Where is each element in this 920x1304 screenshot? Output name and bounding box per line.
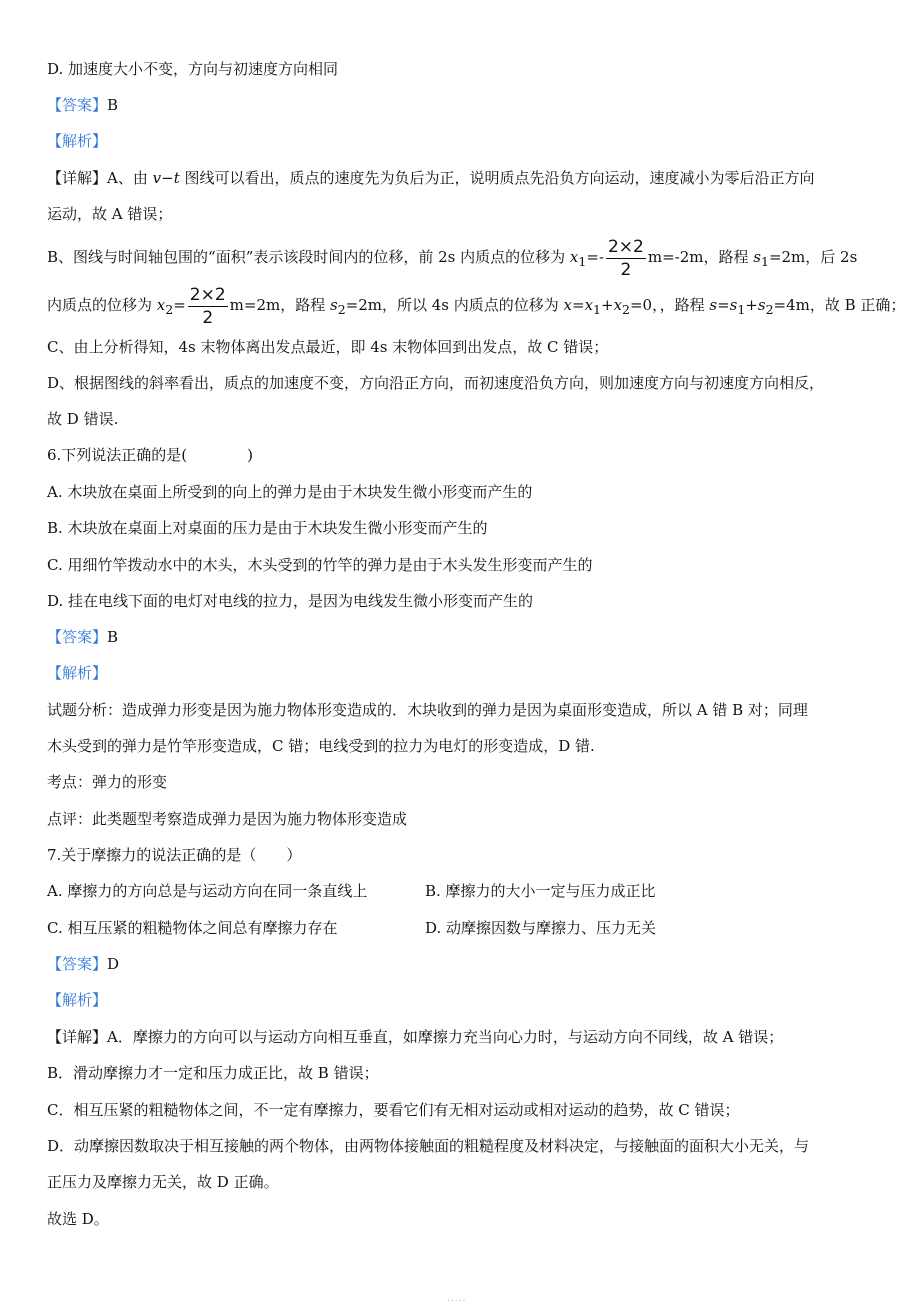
text: =4m，故 B 正确；	[773, 296, 906, 314]
subscript: 1	[593, 302, 601, 317]
subscript: 2	[622, 302, 630, 317]
var-x: x	[569, 248, 579, 266]
q5-detail-line-2: 运动，故 A 错误；	[47, 205, 173, 223]
q5-option-d: D. 加速度大小不变，方向与初速度方向相同	[47, 60, 339, 78]
formula: +x	[601, 296, 623, 314]
q7-detail-line-1	[47, 1027, 783, 1047]
q5-detail-line-7: 故 D 错误.	[47, 410, 119, 428]
var-s: s	[753, 248, 761, 266]
text: −	[161, 169, 174, 187]
fraction	[188, 284, 228, 329]
answer-value: B	[107, 96, 119, 114]
formula: x=x	[563, 296, 594, 314]
text: =2m，所以 4s 内质点的位移为	[345, 296, 564, 314]
text: B、图线与时间轴包围的“面积”表示该段时间内的位移，前 2s 内质点的位移为	[47, 248, 570, 266]
fraction-numerator: 2×2	[607, 236, 644, 257]
q6-analysis-line-2: 木头受到的弹力是竹竿形变造成，C 错；电线受到的拉力为电灯的形变造成，D 错.	[47, 737, 595, 755]
q7-answer	[47, 954, 119, 974]
var-s: s	[330, 296, 338, 314]
subscript: 1	[760, 254, 769, 269]
subscript: 2	[165, 302, 174, 317]
q5-detail-line-6: D、根据图线的斜率看出，质点的加速度不变，方向沿正方向，而初速度沿负方向，则加速度方向与初速度方向相反，	[47, 374, 825, 392]
q7-option-d: D. 动摩擦因数与摩擦力、压力无关	[425, 919, 657, 937]
subscript: 2	[337, 302, 346, 317]
q7-detail-line-4: D．动摩擦因数取决于相互接触的两个物体，由两物体接触面的粗糙程度及材料决定，与接触面的面积大小无关，与	[47, 1137, 810, 1155]
q6-stem: 6.下列说法正确的是( )	[47, 446, 254, 464]
answer-value: D	[107, 955, 120, 973]
q7-detail-line-3: C．相互压紧的粗糙物体之间，不一定有摩擦力，要看它们有无相对运动或相对运动的趋势，故 C 错误；	[47, 1101, 740, 1119]
var-t: t	[173, 169, 180, 187]
detail-tag: 【详解】	[47, 169, 108, 187]
detail-tag: 【详解】	[47, 1028, 108, 1046]
fraction-denominator: 2	[620, 259, 632, 280]
answer-tag: 【答案】	[47, 628, 108, 646]
q6-option-c: C. 用细竹竿拨动水中的木头，木头受到的竹竿的弹力是由于木头发生形变而产生的	[47, 556, 593, 574]
q6-option-b: B. 木块放在桌面上对桌面的压力是由于木块发生微小形变而产生的	[47, 519, 488, 537]
q7-option-a: A. 摩擦力的方向总是与运动方向在同一条直线上	[47, 882, 368, 900]
text: 图线可以看出，质点的速度先为负后为正，说明质点先沿负方向运动，速度减小为零后沿正方向	[179, 169, 815, 187]
var-v: v	[152, 169, 162, 187]
q7-option-c: C. 相互压紧的粗糙物体之间总有摩擦力存在	[47, 919, 338, 937]
q5-answer	[47, 95, 118, 115]
text: A．摩擦力的方向可以与运动方向相互垂直，如摩擦力充当向心力时，与运动方向不同线，故 A 错误；	[107, 1028, 784, 1046]
text: =2m，后 2s	[768, 248, 858, 266]
q7-option-b: B. 摩擦力的大小一定与压力成正比	[425, 882, 656, 900]
q6-analysis-line-1: 试题分析：造成弹力形变是因为施力物体形变造成的．木块收到的弹力是因为桌面形变造成，所以 A 错 B 对；同理	[47, 701, 808, 719]
text: A、由	[107, 169, 153, 187]
q5-analysis-tag: 【解析】	[47, 132, 108, 150]
text: 内质点的位移为	[47, 296, 157, 314]
text: m=2m，路程	[229, 296, 330, 314]
text: =	[173, 296, 186, 314]
answer-value: B	[107, 628, 119, 646]
answer-tag: 【答案】	[47, 96, 108, 114]
fraction-denominator: 2	[202, 307, 214, 328]
formula: +s	[745, 296, 766, 314]
q7-analysis-tag: 【解析】	[47, 991, 108, 1009]
answer-tag: 【答案】	[47, 955, 108, 973]
subscript: 1	[578, 254, 587, 269]
subscript: 2	[765, 302, 774, 317]
q5-detail-line-1	[47, 168, 815, 188]
q5-detail-line-5: C、由上分析得知，4s 末物体离出发点最近，即 4s 末物体回到出发点，故 C 错误；	[47, 338, 609, 356]
q6-analysis-line-4: 点评：此类题型考察造成弹力是因为施力物体形变造成	[47, 810, 408, 828]
q6-option-d: D. 挂在电线下面的电灯对电线的拉力，是因为电线发生微小形变而产生的	[47, 592, 534, 610]
q6-analysis-tag: 【解析】	[47, 664, 108, 682]
var-x: x	[156, 296, 166, 314]
text: =-	[586, 248, 604, 266]
fraction	[606, 236, 646, 281]
formula: s=s	[709, 296, 738, 314]
q7-detail-line-6: 故选 D。	[47, 1210, 109, 1228]
q7-detail-line-2: B．滑动摩擦力才一定和压力成正比，故 B 错误；	[47, 1064, 379, 1082]
fraction-numerator: 2×2	[189, 284, 226, 305]
q6-analysis-line-3: 考点：弹力的形变	[47, 773, 168, 791]
text: =0，，路程	[629, 296, 710, 314]
q5-detail-line-4	[47, 282, 905, 333]
q6-answer	[47, 627, 118, 647]
q6-option-a: A. 木块放在桌面上所受到的向上的弹力是由于木块发生微小形变而产生的	[47, 483, 533, 501]
q7-stem: 7.关于摩擦力的说法正确的是（ ）	[47, 846, 302, 864]
q5-detail-line-3	[47, 234, 857, 285]
page-footer-dots: .....	[447, 1294, 467, 1304]
q7-detail-line-5: 正压力及摩擦力无关，故 D 正确。	[47, 1173, 279, 1191]
text: m=-2m，路程	[647, 248, 754, 266]
subscript: 1	[737, 302, 746, 317]
